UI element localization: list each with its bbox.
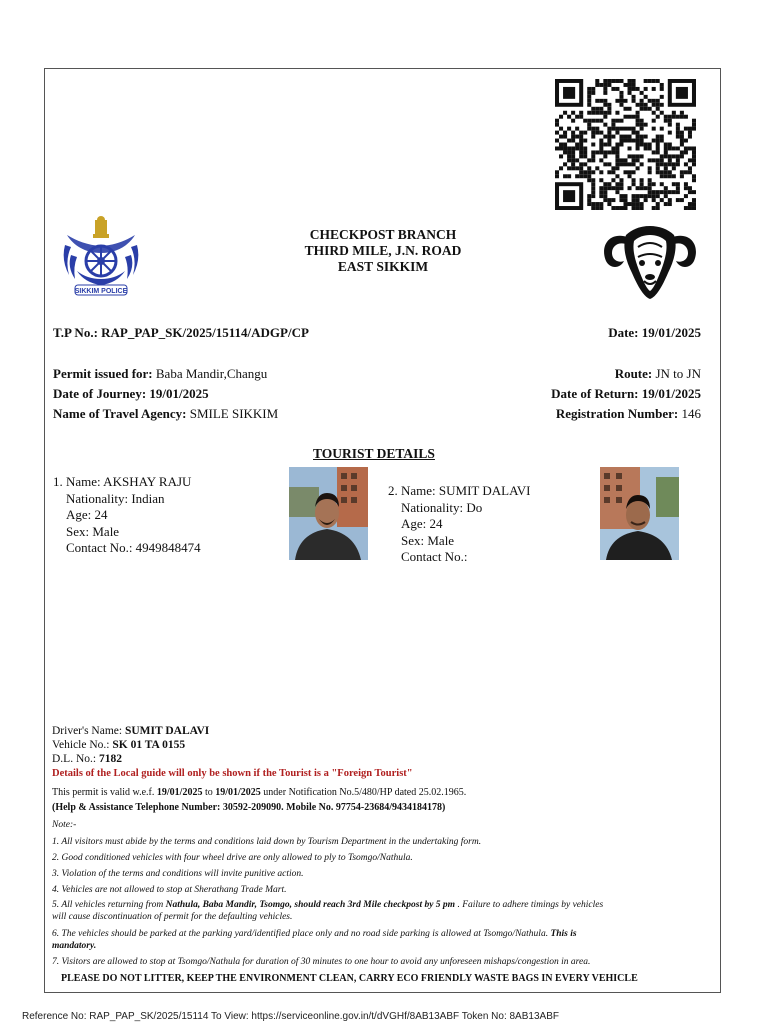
tourist-contact: Contact No.: <box>401 549 468 564</box>
vehicle-value: SK 01 TA 0155 <box>112 739 186 751</box>
dl-number <box>52 753 122 765</box>
dl-label: D.L. No.: <box>52 753 97 765</box>
route-label: Route: <box>614 366 653 381</box>
note-6-cont: mandatory. <box>52 941 97 951</box>
tourist-nationality: Nationality: Do <box>401 499 483 515</box>
tourist-age: Age: 24 <box>66 507 108 522</box>
note-5-part-a: 5. All vehicles returning from <box>52 900 164 910</box>
note-6-part-a: 6. The vehicles should be parked at the parking yard/identified place only and no road side parking is allowed at Tsomgo/Nathula. <box>52 929 549 939</box>
validity-to-word: to <box>204 787 213 798</box>
reg-label: Registration Number: <box>555 406 679 421</box>
note-5-emphasis: Nathula, Baba Mandir, Tsomgo, should reach 3rd Mile checkpost by 5 pm <box>165 900 456 910</box>
vehicle-number <box>52 739 185 751</box>
tourist-name: 2. Name: SUMIT DALAVI <box>388 483 531 498</box>
tourist-name: 1. Name: AKSHAY RAJU <box>53 474 192 489</box>
validity-prefix: This permit is valid w.e.f. <box>52 787 155 798</box>
emblem-text: SIKKIM POLICE <box>74 288 128 295</box>
note-5 <box>52 899 712 911</box>
journey-value: 19/01/2025 <box>149 386 209 401</box>
journey-date <box>53 386 209 402</box>
return-label: Date of Return: <box>551 386 639 401</box>
date-label: Date: <box>608 325 639 340</box>
note-label: Note:- <box>52 820 77 830</box>
vehicle-label: Vehicle No.: <box>52 739 110 751</box>
header-line-2: THIRD MILE, J.N. ROAD <box>304 243 462 258</box>
date-value: 19/01/2025 <box>641 325 701 340</box>
route-value: JN to JN <box>655 366 701 381</box>
tourist-contact: Contact No.: 4949848474 <box>66 540 201 555</box>
travel-agency <box>53 406 278 422</box>
helpline: (Help & Assistance Telephone Number: 30592-209090. Mobile No. 97754-23684/9434184178) <box>52 802 446 813</box>
issued-for <box>53 366 267 382</box>
driver-name <box>52 725 209 737</box>
route <box>615 366 701 382</box>
tourist-card-2 <box>388 483 531 566</box>
qr-code <box>555 79 696 210</box>
agency-value: SMILE SIKKIM <box>189 406 279 421</box>
header-line-3: EAST SIKKIM <box>337 259 429 274</box>
note-3: 3. Violation of the terms and conditions will invite punitive action. <box>52 869 304 879</box>
issued-for-value: Baba Mandir,Changu <box>155 366 268 381</box>
note-6-emphasis: This is <box>550 929 577 939</box>
tourist-section-title: TOURIST DETAILS <box>313 446 435 461</box>
validity-suffix: under Notification No.5/480/HP dated 25.02.1965. <box>263 787 467 798</box>
dl-value: 7182 <box>98 753 122 765</box>
driver-name-label: Driver's Name: <box>52 725 123 737</box>
sikkim-police-emblem-icon <box>55 215 147 300</box>
note-5-part-c: . Failure to adhere timings by vehicles <box>457 900 604 910</box>
agency-label: Name of Travel Agency: <box>53 406 187 421</box>
validity-line <box>52 787 466 798</box>
permit-date <box>608 325 701 341</box>
note-6 <box>52 928 577 940</box>
return-value: 19/01/2025 <box>641 386 701 401</box>
tourist-card-1 <box>53 474 201 557</box>
closing-instruction: PLEASE DO NOT LITTER, KEEP THE ENVIRONMENT CLEAN, CARRY ECO FRIENDLY WASTE BAGS IN EVERY VEHICLE <box>61 973 638 984</box>
tourist-sex: Sex: Male <box>401 532 455 548</box>
reg-value: 146 <box>681 406 701 421</box>
return-date <box>551 386 701 402</box>
note-2: 2. Good conditioned vehicles with four wheel drive are only allowed to ply to Tsomgo/Nathula. <box>52 853 413 863</box>
note-1: 1. All visitors must abide by the terms and conditions laid down by Tourism Department in the undertaking form. <box>52 837 482 847</box>
journey-label: Date of Journey: <box>53 386 147 401</box>
reference-footer: Reference No: RAP_PAP_SK/2025/15114 To View: https://serviceonline.gov.in/t/dVGHf/8AB13ABF Token No: 8AB13ABF <box>22 1011 559 1022</box>
tourist-nationality: Nationality: Indian <box>66 490 165 506</box>
issued-for-label: Permit issued for: <box>53 366 153 381</box>
registration <box>556 406 701 422</box>
note-7: 7. Visitors are allowed to stop at Tsomgo/Nathula for duration of 30 minutes to one hour to avoid any unforeseen mishaps/congestion in area. <box>52 957 591 967</box>
tourist-sex: Sex: Male <box>66 523 120 539</box>
header-line-1: CHECKPOST BRANCH <box>309 227 457 242</box>
driver-name-value: SUMIT DALAVI <box>124 725 210 737</box>
note-5-cont: will cause discontinuation of permit for the defaulting vehicles. <box>52 912 293 922</box>
validity-from: 19/01/2025 <box>156 787 203 798</box>
tp-number: T.P No.: RAP_PAP_SK/2025/15114/ADGP/CP <box>53 325 309 340</box>
note-4: 4. Vehicles are not allowed to stop at Sherathang Trade Mart. <box>52 885 287 895</box>
validity-to: 19/01/2025 <box>215 787 261 798</box>
tourist-age: Age: 24 <box>401 516 443 531</box>
tourist-photo-2 <box>600 467 679 560</box>
ram-logo-icon <box>598 217 702 301</box>
guide-notice: Details of the Local guide will only be shown if the Tourist is a "Foreign Tourist" <box>52 768 413 779</box>
tourist-photo-1 <box>289 467 368 560</box>
